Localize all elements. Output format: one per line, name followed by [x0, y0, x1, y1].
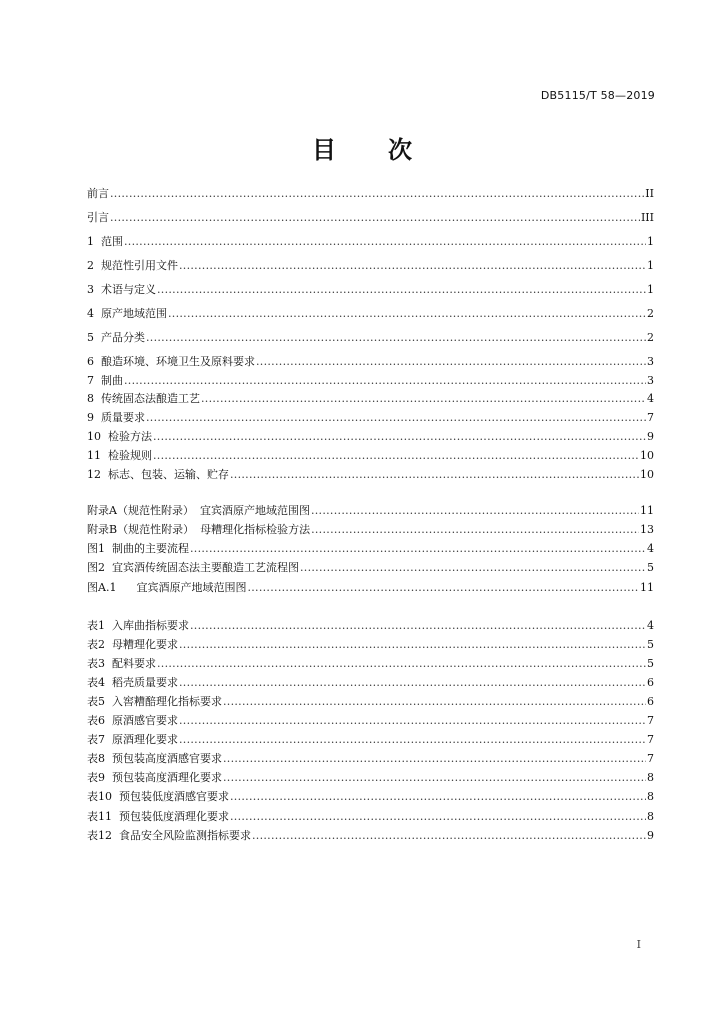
toc-entry-page: 8 — [647, 771, 654, 784]
toc-entry-number: 6 — [87, 355, 94, 368]
toc-entry-page: 9 — [647, 829, 654, 842]
toc-leader-dots — [311, 503, 639, 519]
toc-entry-page: 11 — [640, 581, 654, 594]
toc-leader-dots — [201, 391, 646, 407]
toc-entry-title — [87, 234, 123, 250]
toc-entry[interactable] — [87, 694, 654, 710]
toc-entry-number: 12 — [87, 468, 101, 481]
toc-entry[interactable] — [87, 391, 654, 407]
toc-entry-number: 表12 — [87, 829, 112, 842]
toc-entry-label: 食品安全风险监测指标要求 — [119, 829, 251, 842]
toc-entry-title — [87, 694, 222, 710]
toc-entry-page: 5 — [647, 638, 654, 651]
toc-leader-dots — [179, 258, 646, 274]
toc-entry-page: 11 — [640, 504, 654, 517]
toc-entry[interactable] — [87, 828, 654, 844]
toc-entry-number: 9 — [87, 411, 94, 424]
toc-leader-dots — [247, 580, 639, 596]
toc-entry-title — [87, 186, 109, 202]
toc-entry-number: 表11 — [87, 810, 112, 823]
toc-entry-title — [87, 448, 152, 464]
toc-entry-title — [87, 541, 189, 557]
toc-entry-label: 配料要求 — [112, 657, 156, 670]
toc-entry-number: 2 — [87, 259, 94, 272]
toc-entry-number: 表9 — [87, 771, 105, 784]
toc-entry[interactable] — [87, 656, 654, 672]
toc-entry-label: 术语与定义 — [101, 283, 156, 296]
toc-entry-label: 宜宾酒传统固态法主要酿造工艺流程图 — [112, 561, 299, 574]
toc-entry-title — [87, 732, 178, 748]
toc-entry[interactable] — [87, 618, 654, 634]
toc-entry-page: 2 — [647, 331, 654, 344]
toc-entry-label: 预包装低度酒理化要求 — [119, 810, 229, 823]
toc-entry-title — [87, 210, 109, 226]
toc-leader-dots — [230, 809, 646, 825]
toc-leader-dots — [168, 306, 646, 322]
toc-entry-page: 7 — [647, 411, 654, 424]
toc-entry-label: 预包装高度酒理化要求 — [112, 771, 222, 784]
toc-entry-page: 4 — [647, 619, 654, 632]
toc-entry-page: 3 — [647, 355, 654, 368]
toc-leader-dots — [179, 732, 646, 748]
toc-leader-dots — [157, 656, 646, 672]
toc-entry[interactable] — [87, 410, 654, 426]
document-code: DB5115/T 58—2019 — [540, 89, 655, 102]
toc-entry[interactable] — [87, 809, 654, 825]
toc-entry-page: 6 — [647, 676, 654, 689]
toc-entry-number: 4 — [87, 307, 94, 320]
toc-entry-title — [87, 770, 222, 786]
toc-leader-dots — [153, 448, 639, 464]
toc-entry-number: 图1 — [87, 542, 105, 555]
toc-entry-title — [87, 467, 229, 483]
toc-entry-page: 8 — [647, 810, 654, 823]
toc-entry[interactable] — [87, 580, 654, 596]
toc-entry-page: 7 — [647, 733, 654, 746]
toc-entry-page: 4 — [647, 542, 654, 555]
toc-entry-title — [87, 656, 156, 672]
toc-leader-dots — [190, 541, 646, 557]
toc-leader-dots — [256, 354, 646, 370]
toc-entry-page: 7 — [647, 752, 654, 765]
toc-leader-dots — [146, 330, 646, 346]
toc-entry[interactable] — [87, 467, 654, 483]
toc-entry-title — [87, 618, 189, 634]
title-char-2: 次 — [388, 135, 412, 164]
toc-entry-title — [87, 560, 299, 576]
toc-entry-label: 原酒理化要求 — [112, 733, 178, 746]
toc-entry[interactable] — [87, 732, 654, 748]
toc-entry-page: 4 — [647, 392, 654, 405]
toc-leader-dots — [179, 637, 646, 653]
page-title — [0, 130, 724, 165]
toc-entry-label: 引言 — [87, 211, 109, 224]
toc-entry-title — [87, 373, 123, 389]
toc-leader-dots — [230, 789, 646, 805]
toc-entry-page: 5 — [647, 561, 654, 574]
toc-entry-label: 原酒感官要求 — [112, 714, 178, 727]
toc-entry-number: 7 — [87, 374, 94, 387]
toc-entry[interactable] — [87, 210, 654, 226]
toc-entry-number: 附录A（规范性附录） — [87, 504, 194, 517]
toc-entry-title — [87, 306, 167, 322]
toc-entry-title — [87, 429, 152, 445]
toc-entry-number: 表4 — [87, 676, 105, 689]
toc-entry-title — [87, 391, 200, 407]
toc-entry-label: 宜宾酒原产地域范围图 — [136, 581, 247, 594]
toc-entry-number: 图2 — [87, 561, 105, 574]
toc-entry-title — [87, 258, 178, 274]
toc-leader-dots — [223, 694, 646, 710]
toc-entry-label: 入窖糟醅理化指标要求 — [112, 695, 222, 708]
toc-entry-label: 检验方法 — [108, 430, 152, 443]
toc-entry-number: 10 — [87, 430, 101, 443]
toc-entry-number: 表7 — [87, 733, 105, 746]
toc-entry-number: 图A.1 — [87, 581, 117, 594]
toc-entry-label: 产品分类 — [101, 331, 145, 344]
toc-entry-page: III — [640, 211, 654, 224]
toc-entry[interactable] — [87, 429, 654, 445]
toc-entry-label: 母糟理化指标检验方法 — [200, 523, 311, 536]
toc-entry[interactable] — [87, 541, 654, 557]
toc-entry[interactable] — [87, 306, 654, 322]
page-number: I — [636, 938, 641, 951]
toc-entry-page: 3 — [647, 374, 654, 387]
toc-leader-dots — [311, 522, 639, 538]
toc-entry-number: 表2 — [87, 638, 105, 651]
toc-entry-title — [87, 713, 178, 729]
toc-entry-label: 传统固态法酿造工艺 — [101, 392, 200, 405]
toc-entry-title — [87, 675, 178, 691]
toc-leader-dots — [179, 675, 646, 691]
toc-entry[interactable] — [87, 373, 654, 389]
toc-entry-number: 表1 — [87, 619, 105, 632]
toc-entry-page: 10 — [640, 449, 654, 462]
toc-entry-title — [87, 789, 229, 805]
toc-entry-page: II — [645, 187, 654, 200]
toc-entry-title — [87, 410, 145, 426]
toc-entry[interactable] — [87, 282, 654, 298]
toc-entry-number: 8 — [87, 392, 94, 405]
toc-entry-page: 9 — [647, 430, 654, 443]
toc-entry[interactable] — [87, 637, 654, 653]
toc-entry[interactable] — [87, 789, 654, 805]
toc-entry-label: 前言 — [87, 187, 109, 200]
toc-entry-label: 制曲 — [101, 374, 123, 387]
toc-entry[interactable] — [87, 560, 654, 576]
toc-entry-title — [87, 522, 310, 538]
toc-entry-page: 5 — [647, 657, 654, 670]
toc-entry-page: 1 — [647, 235, 654, 248]
toc-entry-label: 质量要求 — [101, 411, 145, 424]
toc-leader-dots — [110, 210, 640, 226]
toc-entry-label: 检验规则 — [108, 449, 152, 462]
toc-leader-dots — [153, 429, 646, 445]
toc-entry-page: 13 — [640, 523, 654, 536]
toc-entry-page: 8 — [647, 790, 654, 803]
toc-entry-title — [87, 282, 156, 298]
toc-entry-number: 5 — [87, 331, 94, 344]
toc-entry[interactable] — [87, 330, 654, 346]
toc-entry-title — [87, 828, 251, 844]
toc-entry-label: 预包装高度酒感官要求 — [112, 752, 222, 765]
toc-entry[interactable] — [87, 234, 654, 250]
toc-leader-dots — [124, 373, 646, 389]
toc-entry-title — [87, 751, 222, 767]
toc-entry-page: 6 — [647, 695, 654, 708]
toc-entry-number: 表5 — [87, 695, 105, 708]
toc-entry[interactable] — [87, 522, 654, 538]
toc-entry[interactable] — [87, 258, 654, 274]
toc-leader-dots — [230, 467, 639, 483]
toc-leader-dots — [110, 186, 644, 202]
toc-entry-title — [87, 580, 246, 596]
toc-entry-label: 母糟理化要求 — [112, 638, 178, 651]
toc-entry-label: 范围 — [101, 235, 123, 248]
toc-entry-title — [87, 354, 255, 370]
toc-entry-label: 宜宾酒原产地域范围图 — [199, 504, 310, 517]
toc-entry[interactable] — [87, 503, 654, 519]
toc-leader-dots — [157, 282, 646, 298]
toc-entry-page: 7 — [647, 714, 654, 727]
toc-entry-page: 1 — [647, 283, 654, 296]
toc-entry-number: 附录B（规范性附录） — [87, 523, 195, 536]
toc-leader-dots — [223, 751, 646, 767]
toc-entry-label: 标志、包装、运输、贮存 — [108, 468, 229, 481]
toc-entry[interactable] — [87, 186, 654, 202]
toc-entry-label: 原产地域范围 — [101, 307, 167, 320]
toc-entry[interactable] — [87, 675, 654, 691]
toc-entry-title — [87, 503, 310, 519]
toc-entry-label: 入库曲指标要求 — [112, 619, 189, 632]
toc-entry[interactable] — [87, 713, 654, 729]
toc-entry-label: 酿造环境、环境卫生及原料要求 — [101, 355, 255, 368]
toc-entry-label: 稻壳质量要求 — [112, 676, 178, 689]
toc-entry[interactable] — [87, 770, 654, 786]
toc-entry-number: 11 — [87, 449, 101, 462]
toc-entry-label: 预包装低度酒感官要求 — [119, 790, 229, 803]
toc-entry-page: 1 — [647, 259, 654, 272]
toc-entry-title — [87, 809, 229, 825]
toc-leader-dots — [146, 410, 646, 426]
toc-entry[interactable] — [87, 751, 654, 767]
toc-leader-dots — [252, 828, 646, 844]
toc-entry-number: 表10 — [87, 790, 112, 803]
toc-entry-number: 表3 — [87, 657, 105, 670]
toc-leader-dots — [179, 713, 646, 729]
toc-entry-number: 1 — [87, 235, 94, 248]
title-char-1: 目 — [312, 135, 336, 164]
toc-leader-dots — [223, 770, 646, 786]
toc-entry-title — [87, 330, 145, 346]
toc-entry-label: 制曲的主要流程 — [112, 542, 189, 555]
toc-leader-dots — [300, 560, 646, 576]
toc-leader-dots — [124, 234, 646, 250]
toc-entry-number: 表8 — [87, 752, 105, 765]
toc-entry-page: 10 — [640, 468, 654, 481]
toc-entry-number: 3 — [87, 283, 94, 296]
toc-entry[interactable] — [87, 448, 654, 464]
toc-entry-page: 2 — [647, 307, 654, 320]
toc-entry-number: 表6 — [87, 714, 105, 727]
toc-entry[interactable] — [87, 354, 654, 370]
toc-entry-title — [87, 637, 178, 653]
toc-leader-dots — [190, 618, 646, 634]
toc-entry-label: 规范性引用文件 — [101, 259, 178, 272]
